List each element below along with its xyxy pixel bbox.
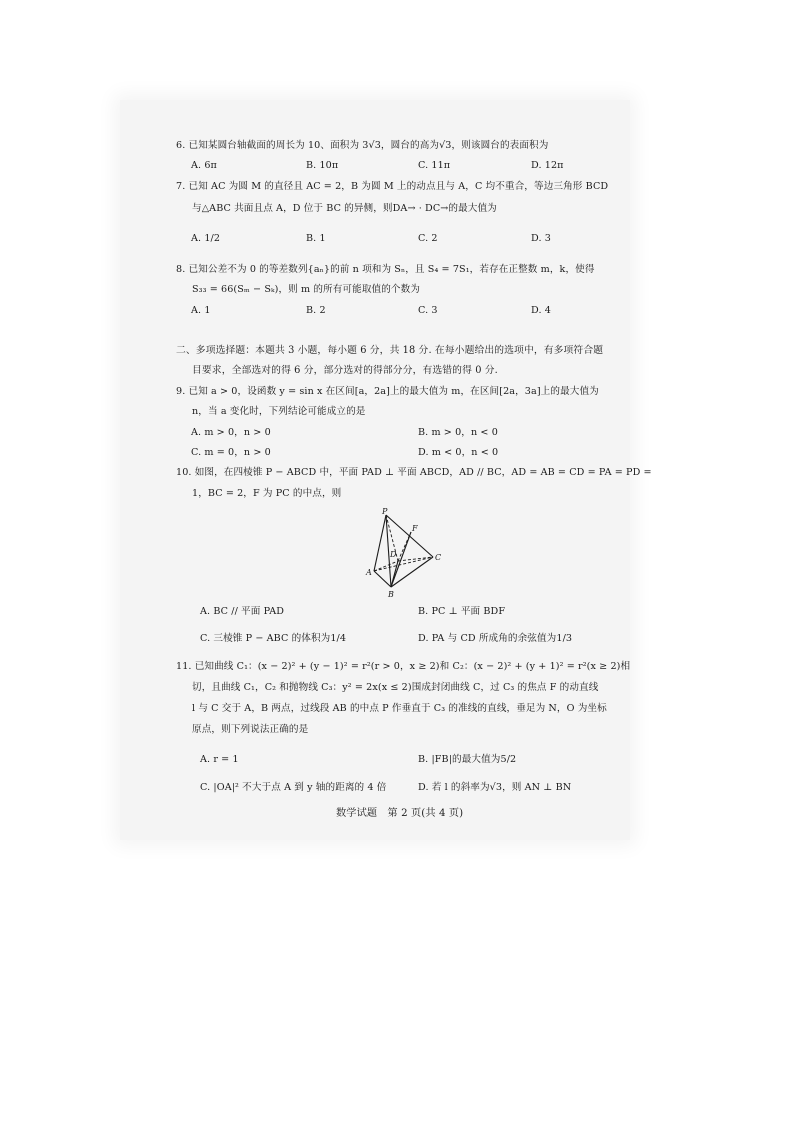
label-d: D <box>390 550 397 559</box>
q11-option-b: B. |FB|的最大值为5/2 <box>418 754 517 765</box>
q8-stem-line1: 8. 已知公差不为 0 的等差数列{aₙ}的前 n 项和为 Sₙ，且 S₄ = 7S₁，若存在正整数 m，k，使得 <box>176 264 595 275</box>
q9-option-c: C. m = 0，n > 0 <box>191 447 271 458</box>
q6-option-d: D. 12π <box>531 160 564 171</box>
q10-option-c: C. 三棱锥 P − ABC 的体积为1/4 <box>200 633 347 644</box>
q7-option-a: A. 1/2 <box>191 233 221 244</box>
q11-stem-line4: 原点，则下列说法正确的是 <box>192 724 309 735</box>
label-p: P <box>382 507 388 516</box>
q10-option-a: A. BC // 平面 PAD <box>200 606 285 617</box>
q9-option-d: D. m < 0，n < 0 <box>418 447 499 458</box>
q10-option-d: D. PA 与 CD 所成角的余弦值为1/3 <box>418 633 573 644</box>
q11-stem-line3: l 与 C 交于 A，B 两点，过线段 AB 的中点 P 作垂直于 C₃ 的准线的直线，垂足为 N，O 为坐标 <box>192 703 607 714</box>
section2-heading-line2: 目要求，全部选对的得 6 分，部分选对的得部分分，有选错的得 0 分. <box>192 365 498 376</box>
q8-option-c: C. 3 <box>418 305 438 316</box>
q6-option-b: B. 10π <box>306 160 339 171</box>
q8-option-b: B. 2 <box>306 305 326 316</box>
q11-option-c: C. |OA|² 不大于点 A 到 y 轴的距离的 4 倍 <box>200 782 387 793</box>
q6-stem: 6. 已知某圆台轴截面的周长为 10、面积为 3√3，圆台的高为√3，则该圆台的表面积为 <box>176 140 549 151</box>
q11-option-a: A. r = 1 <box>200 754 239 765</box>
page-footer: 数学试题 第 2 页(共 4 页) <box>336 808 464 819</box>
label-a: A <box>366 568 372 577</box>
q10-stem-line2: 1，BC = 2，F 为 PC 的中点，则 <box>192 488 342 499</box>
q7-stem-line2: 与△ABC 共面且点 A，D 位于 BC 的异侧，则DA→ · DC→的最大值为 <box>192 203 497 214</box>
q9-stem-line1: 9. 已知 a > 0，设函数 y = sin x 在区间[a，2a]上的最大值为 m，在区间[2a，3a]上的最大值为 <box>176 386 599 397</box>
q10-stem-line1: 10. 如图，在四棱锥 P − ABCD 中，平面 PAD ⊥ 平面 ABCD，AD // BC，AD = AB = CD = PA = PD = <box>176 467 652 478</box>
q8-stem-line2: S₃₃ = 66(Sₘ − Sₖ)，则 m 的所有可能取值的个数为 <box>192 284 420 295</box>
q8-option-a: A. 1 <box>191 305 211 316</box>
label-c: C <box>435 553 442 562</box>
q9-option-a: A. m > 0，n > 0 <box>191 427 271 438</box>
label-f: F <box>412 524 418 533</box>
q7-option-c: C. 2 <box>418 233 438 244</box>
q10-option-b: B. PC ⊥ 平面 BDF <box>418 606 506 617</box>
q11-stem-line2: 切，且曲线 C₁，C₂ 和抛物线 C₃：y² = 2x(x ≤ 2)围成封闭曲线 C，过 C₃ 的焦点 F 的动直线 <box>192 682 599 693</box>
label-b: B <box>388 590 394 599</box>
q11-option-d: D. 若 l 的斜率为√3，则 AN ⊥ BN <box>418 782 572 793</box>
section2-heading-line1: 二、多项选择题：本题共 3 小题，每小题 6 分，共 18 分. 在每小题给出的选项中，有多项符合题 <box>176 345 604 356</box>
q6-option-a: A. 6π <box>191 160 217 171</box>
q11-stem-line1: 11. 已知曲线 C₁：(x − 2)² + (y − 1)² = r²(r > 0，x ≥ 2)和 C₂：(x − 2)² + (y + 1)² = r²(x ≥ 2)相 <box>176 661 631 672</box>
q7-option-d: D. 3 <box>531 233 551 244</box>
q6-option-c: C. 11π <box>418 160 451 171</box>
pyramid-figure <box>360 505 450 600</box>
q7-stem-line1: 7. 已知 AC 为圆 M 的直径且 AC = 2，B 为圆 M 上的动点且与 A，C 均不重合，等边三角形 BCD <box>176 181 609 192</box>
q7-option-b: B. 1 <box>306 233 326 244</box>
q9-stem-line2: n，当 a 变化时，下列结论可能成立的是 <box>192 406 366 417</box>
q9-option-b: B. m > 0，n < 0 <box>418 427 498 438</box>
q8-option-d: D. 4 <box>531 305 551 316</box>
